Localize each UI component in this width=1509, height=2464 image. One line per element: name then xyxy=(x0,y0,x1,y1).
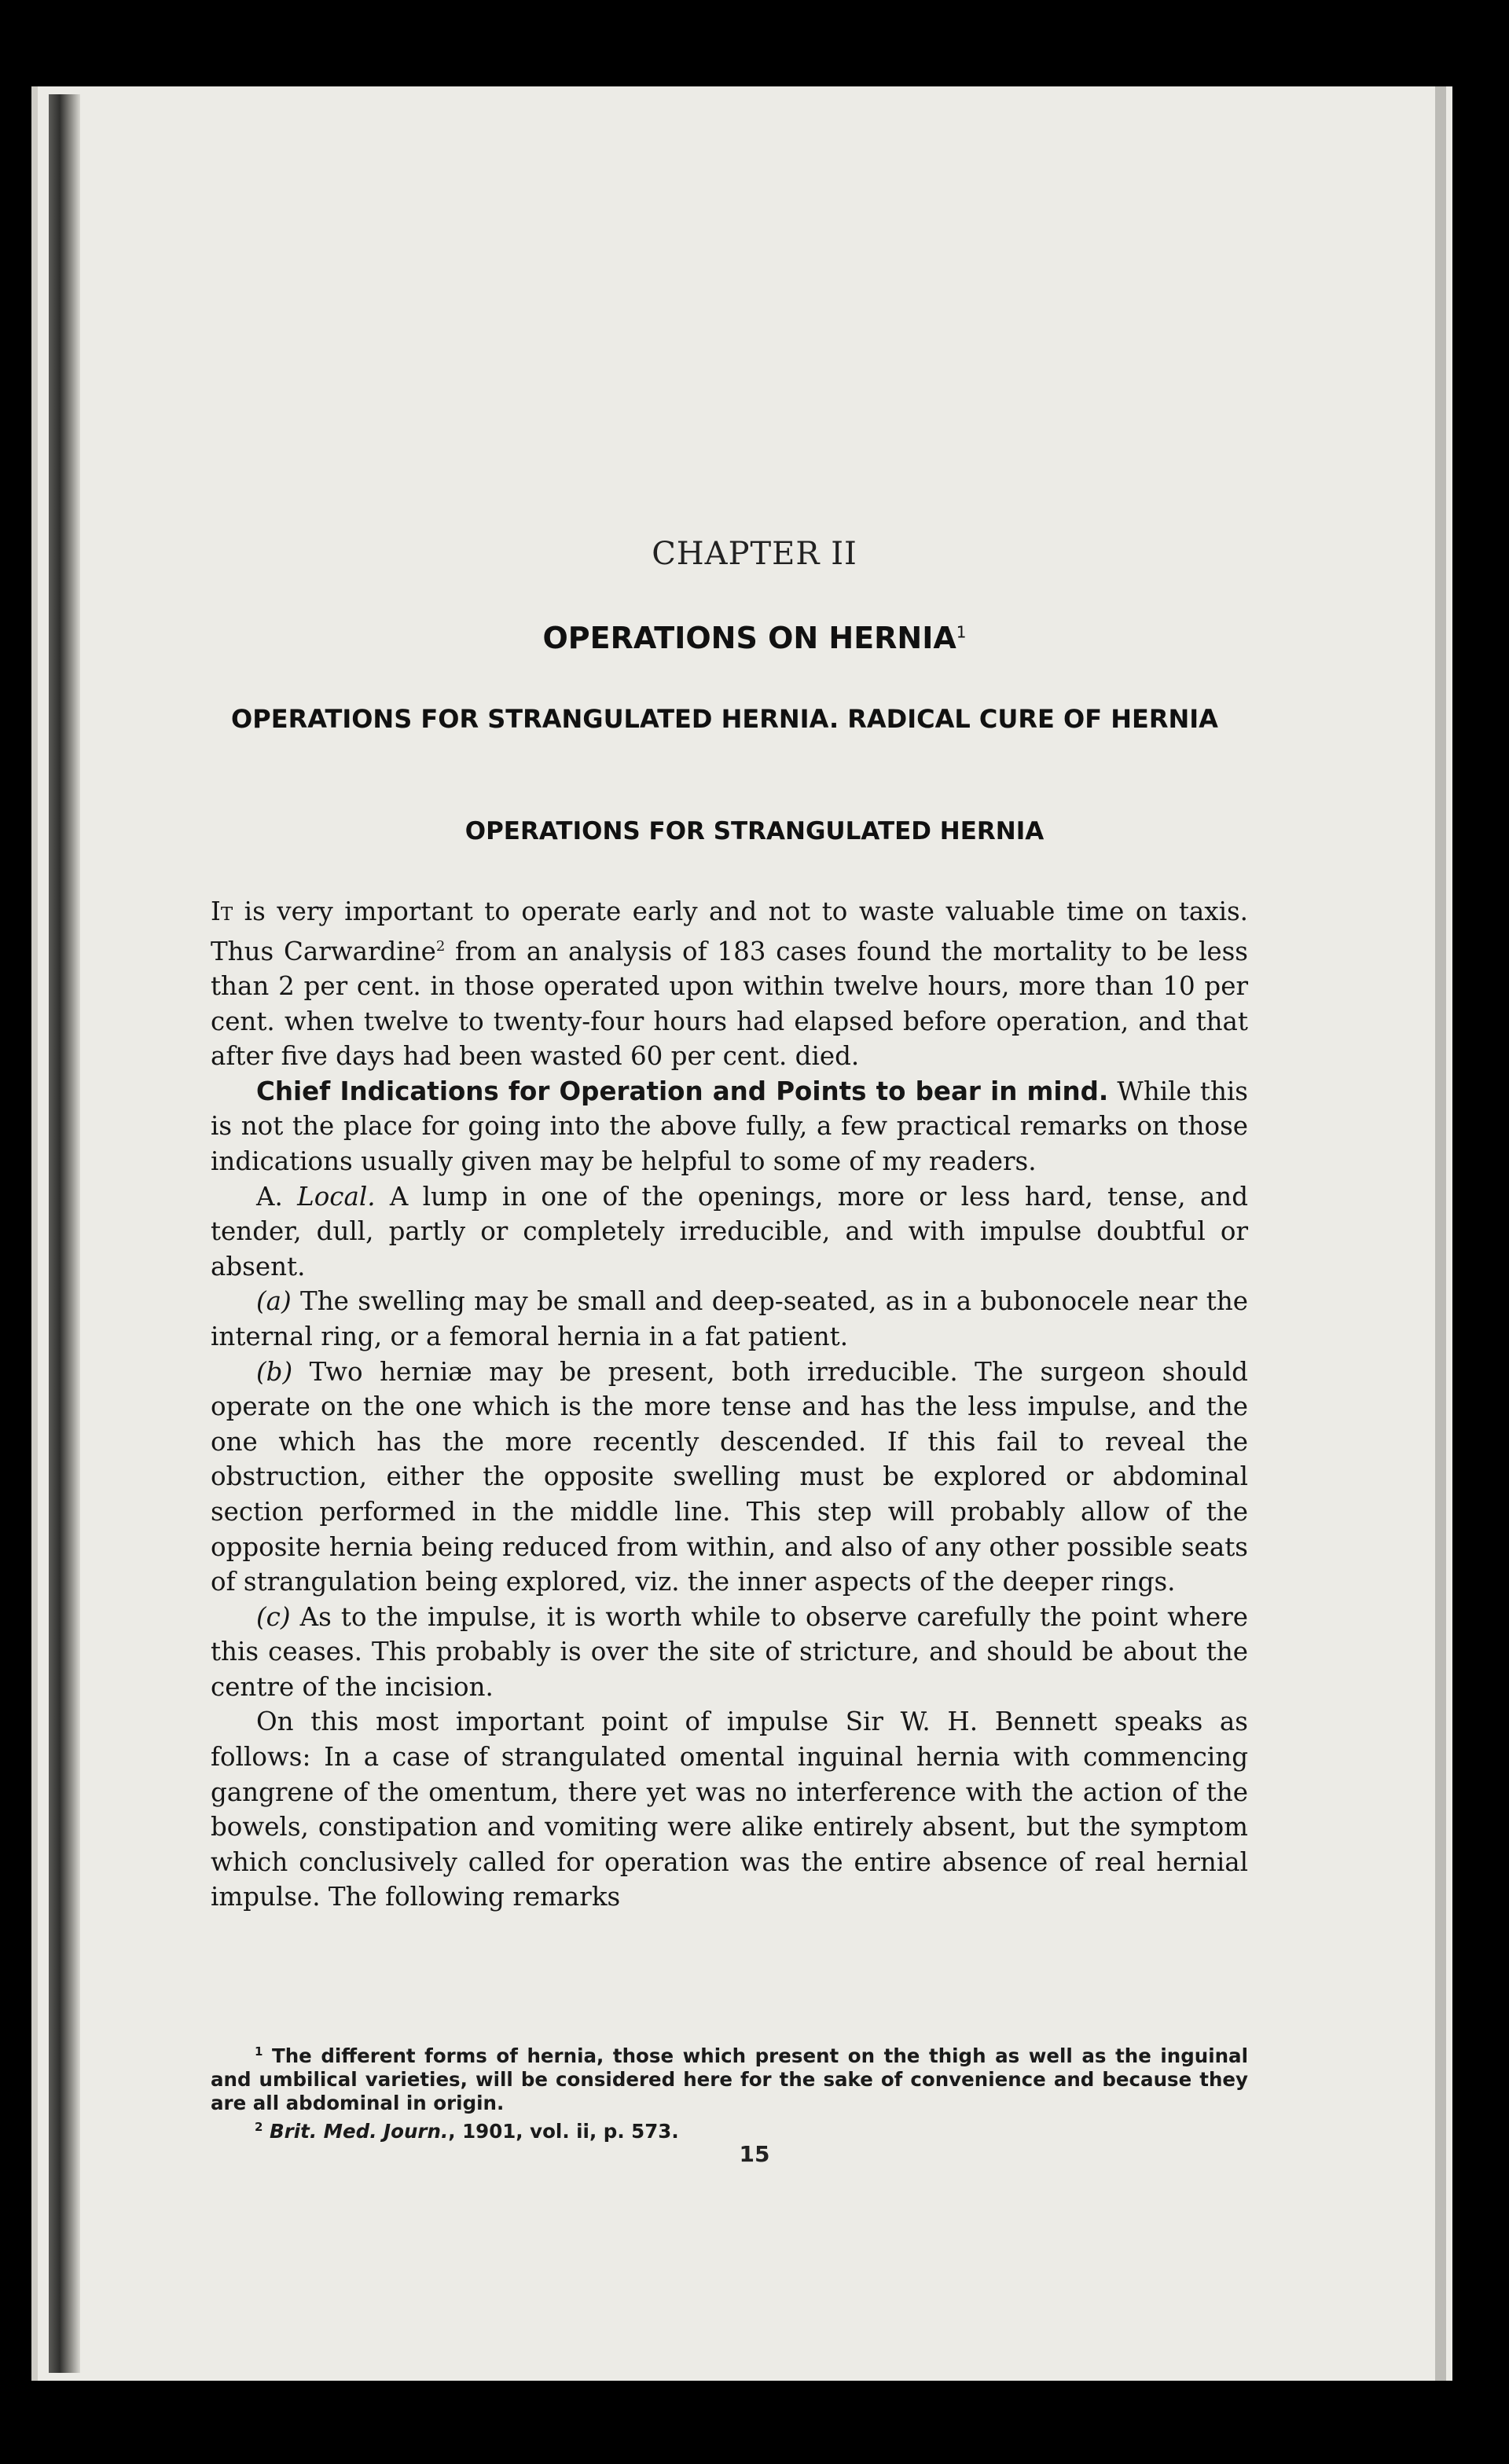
footnote-mark: 2 xyxy=(255,2120,263,2135)
paragraph-text: While this is not the place for going into the above fully, a few practical remarks on those indications usually given may be helpful to some of my readers. xyxy=(211,1076,1248,1176)
footnote-text: , 1901, vol. ii, p. 573. xyxy=(448,2120,679,2143)
paragraph-text: The swelling may be small and deep-seated, as in a bubonocele near the internal ring, or a femoral hernia in a fat patient. xyxy=(211,1286,1248,1351)
drop-word: It xyxy=(211,896,233,926)
title-footnote-mark: 1 xyxy=(956,622,967,642)
paragraph-text: from an analysis of 183 cases found the mortality to be less than 2 per cent. in those operated upon within twelve hours, more than 10 per cent. when twelve to twenty-four hours had elapsed before operation, and that after five days had been wasted 60 per cent. died. xyxy=(211,936,1248,1072)
chapter-subtitle: OPERATIONS FOR STRANGULATED HERNIA. RADICAL CURE OF HERNIA xyxy=(231,704,1218,734)
item-label: A. xyxy=(256,1181,283,1212)
footnote-2 xyxy=(211,2115,1248,2143)
paragraph-local xyxy=(211,1179,1248,1285)
footnotes xyxy=(211,2040,1248,2143)
item-label: (b) xyxy=(256,1356,293,1387)
paragraph-text: As to the impulse, it is worth while to observe carefully the point where this ceases. This probably is over the site of stricture, and should be about the centre of the incision. xyxy=(211,1601,1248,1702)
paragraph-a xyxy=(211,1284,1248,1354)
footnote-journal: Brit. Med. Journ. xyxy=(269,2120,449,2143)
footnote-text: The different forms of hernia, those which present on the thigh as well as the inguinal and umbilical varieties, will be considered here for the sake of convenience and because they are all abdominal in origin. xyxy=(211,2044,1248,2115)
body-text xyxy=(211,894,1248,1915)
run-in-heading: Chief Indications for Operation and Points to bear in mind. xyxy=(256,1076,1109,1106)
paragraph-indications xyxy=(211,1074,1248,1179)
paragraph-intro xyxy=(211,894,1248,1074)
footnote-mark: 1 xyxy=(255,2044,263,2059)
paragraph-bennett: On this most important point of impulse Sir W. H. Bennett speaks as follows: In a case of strangulated omental inguinal hernia with commencing gangrene of the omentum, there yet was no interference with the action of the bowels, constipation and vomiting were alike entirely absent, but the symptom which conclusively called for operation was the entire absence of real hernial impulse. The following remarks xyxy=(211,1707,1248,1912)
item-label: (a) xyxy=(256,1286,292,1317)
footnote-1 xyxy=(211,2040,1248,2115)
page-number: 15 xyxy=(739,2141,770,2167)
paragraph-text: Two herniæ may be present, both irreducible. The surgeon should operate on the one which is the more tense and has the less impulse, and the one which has the more recently descended. If this fail to reveal the obstruction, either the opposite swelling must be explored or abdominal section performed in the middle line. This step will probably allow of the opposite hernia being reduced from within, and also of any other possible seats of strangulation being explored, viz. the inner aspects of the deeper rings. xyxy=(211,1356,1248,1597)
item-italic-label: Local. xyxy=(297,1181,376,1212)
chapter-title-text: OPERATIONS ON HERNIA xyxy=(542,621,956,655)
paragraph-text: A lump in one of the openings, more or less hard, tense, and tender, dull, partly or completely irreducible, and with impulse doubtful or absent. xyxy=(211,1181,1248,1282)
book-gutter xyxy=(49,94,80,2373)
page-edge xyxy=(1435,86,1446,2381)
footnote-ref: 2 xyxy=(435,937,446,955)
paragraph-c xyxy=(211,1600,1248,1705)
paragraph-b xyxy=(211,1355,1248,1600)
chapter-title xyxy=(0,621,1509,655)
chapter-heading: CHAPTER II xyxy=(652,536,857,572)
paragraph-text: is very important to operate early and not to waste valuable time on taxis. Thus Carwardine xyxy=(211,896,1248,966)
section-heading: OPERATIONS FOR STRANGULATED HERNIA xyxy=(464,817,1045,845)
item-label: (c) xyxy=(256,1601,291,1632)
